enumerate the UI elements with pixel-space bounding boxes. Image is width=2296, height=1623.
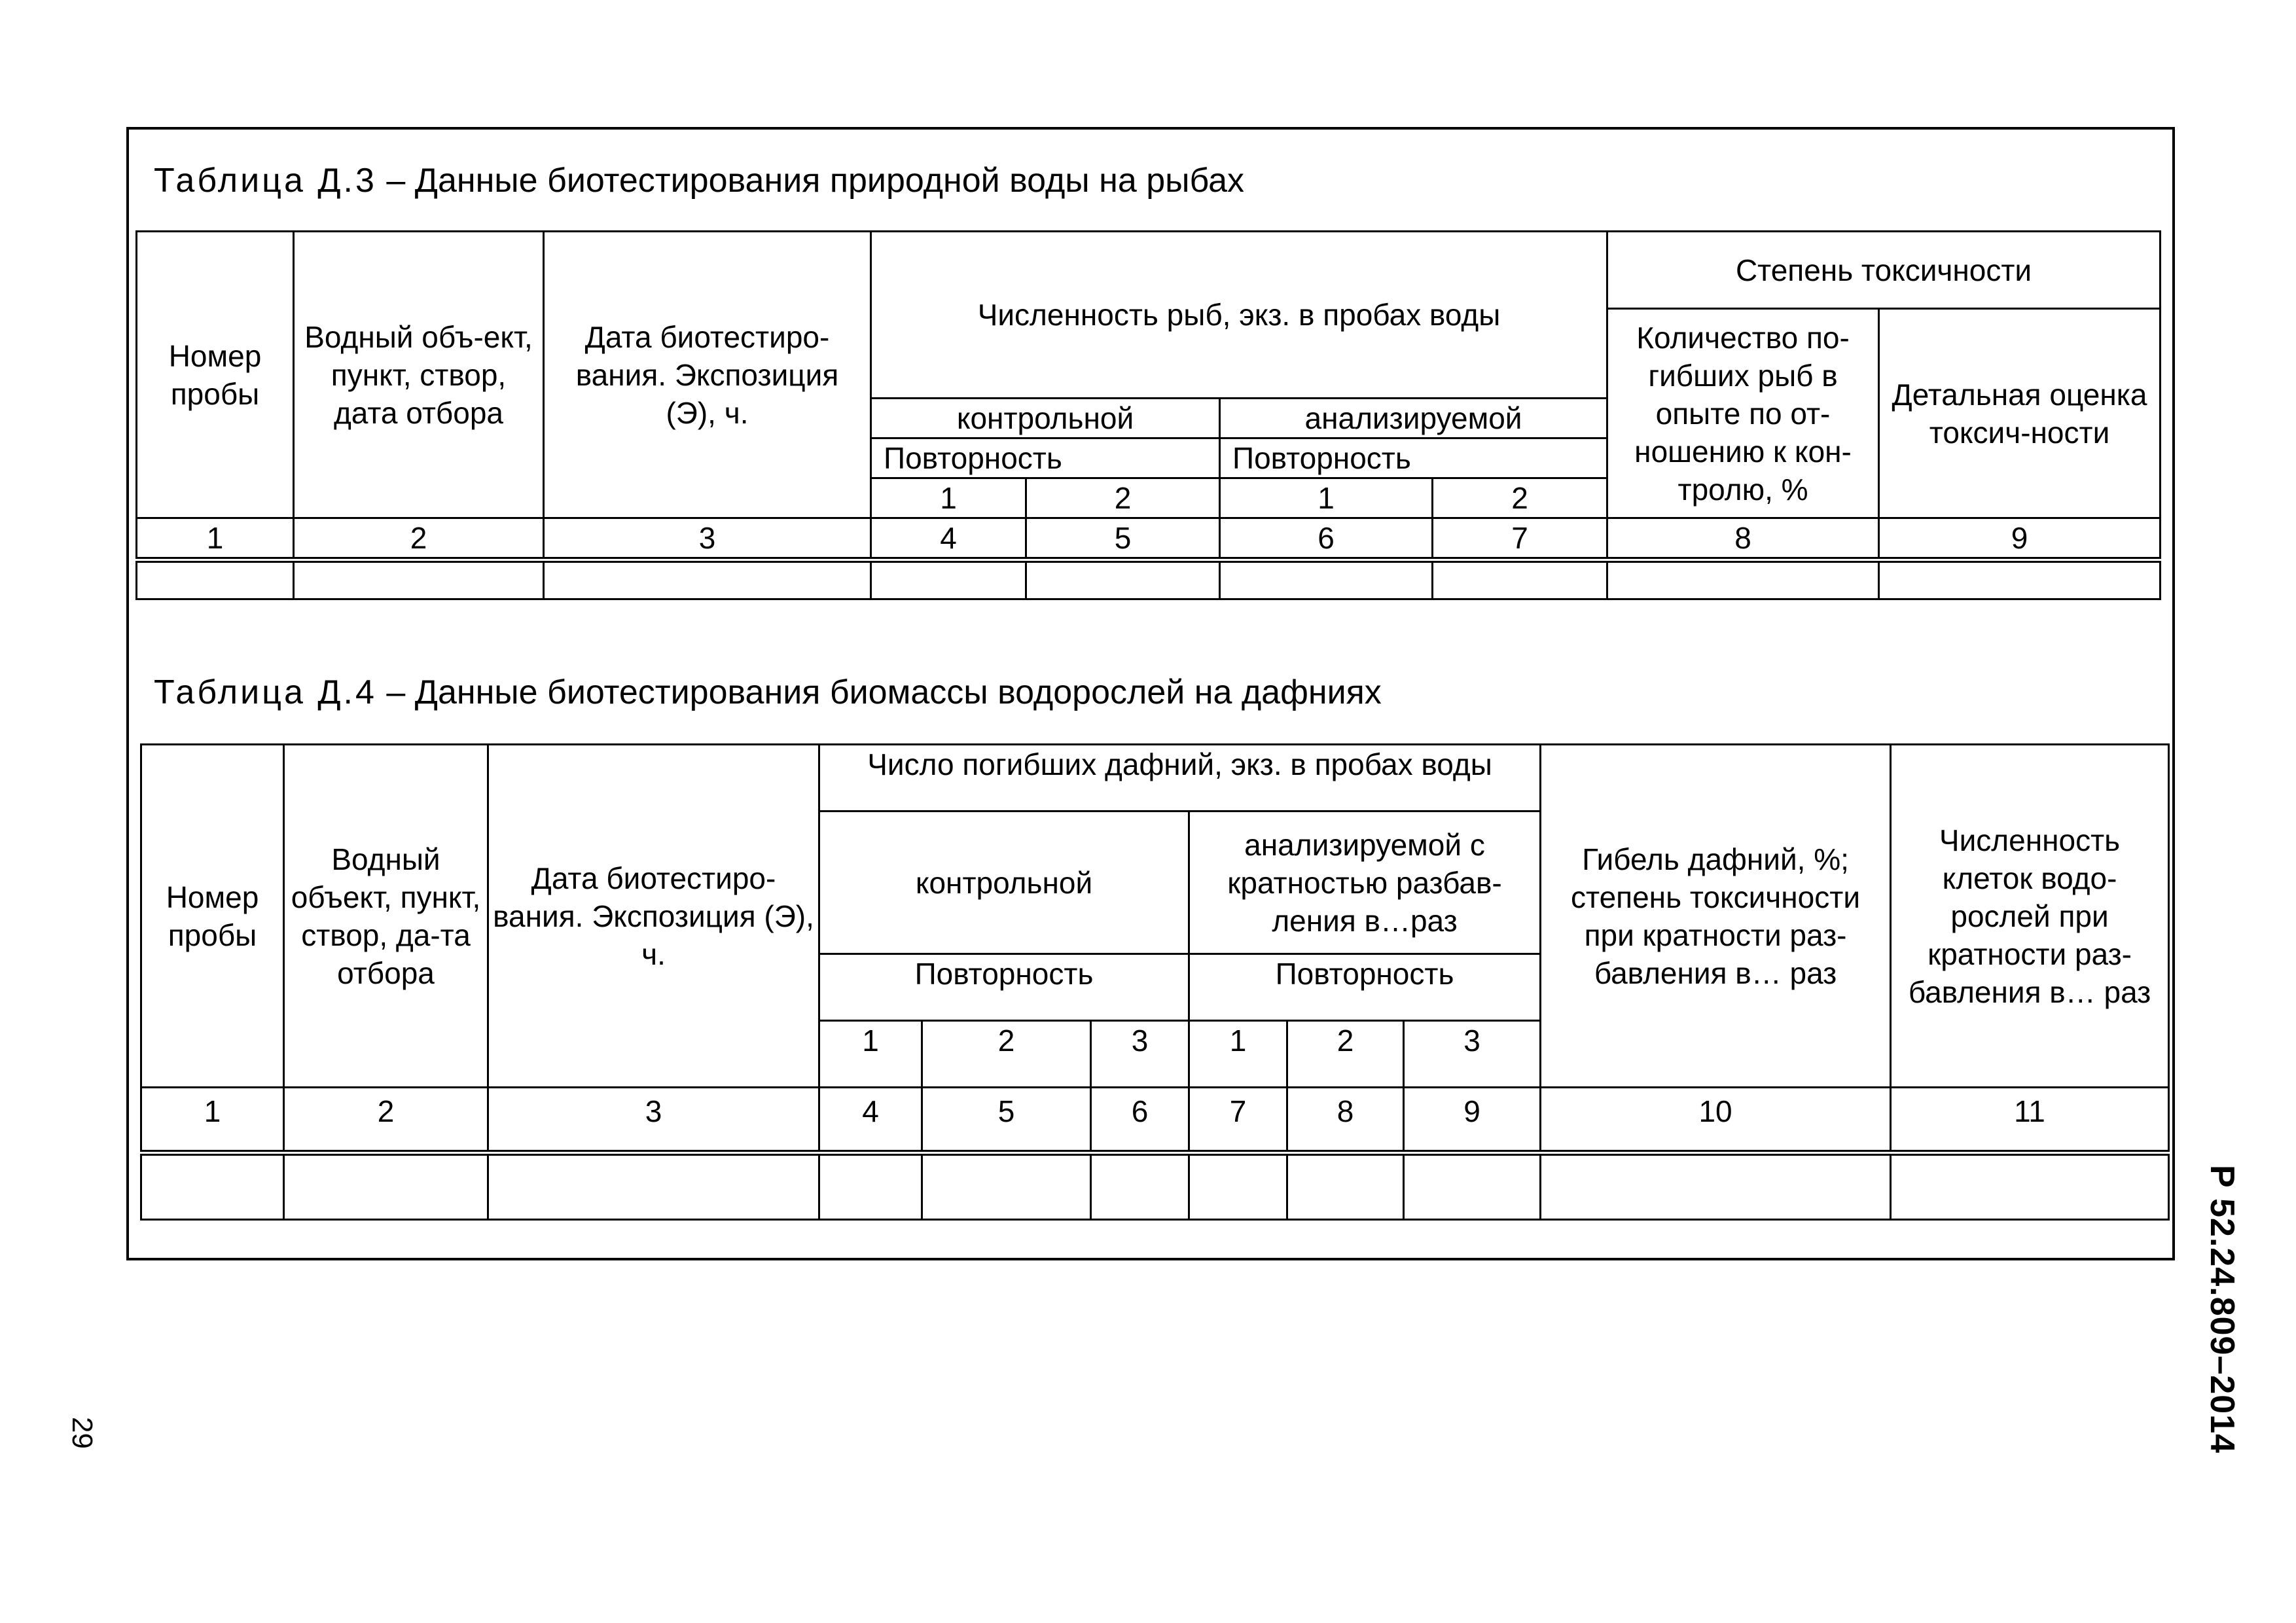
table-cell (1287, 1153, 1404, 1220)
table-cell (294, 560, 544, 599)
table-cell (1433, 560, 1607, 599)
table-d3-caption (154, 164, 1244, 198)
header-sample-number: Номер пробы (141, 745, 284, 1088)
table-cell (141, 1153, 284, 1220)
table-cell (284, 1153, 488, 1220)
column-number: 1 (137, 518, 294, 560)
table-cell (1091, 1153, 1189, 1220)
header-rep-cell: 1 (819, 1021, 922, 1088)
header-rep-cell: 2 (922, 1021, 1091, 1088)
table-d4-caption-title: – Данные биотестирования биомассы водорослей на дафниях (376, 673, 1382, 711)
header-fish-count: Численность рыб, экз. в пробах воды (871, 232, 1607, 399)
header-analyzed: анализируемой (1220, 399, 1607, 438)
header-rep-cell: 2 (1433, 478, 1607, 518)
header-mortality: Гибель дафний, %; степень токсичности при кратности раз-бавления в… раз (1541, 745, 1891, 1088)
table-cell (1404, 1153, 1541, 1220)
header-rep-cell: 1 (1220, 478, 1433, 518)
header-toxicity: Степень токсичности (1607, 232, 2161, 309)
header-repeat-analyzed: Повторность (1189, 954, 1541, 1021)
column-number: 6 (1091, 1088, 1189, 1153)
column-number: 2 (284, 1088, 488, 1153)
header-repeat-analyzed: Повторность (1220, 438, 1607, 478)
header-control: контрольной (871, 399, 1220, 438)
column-number: 11 (1891, 1088, 2169, 1153)
table-cell (1607, 560, 1879, 599)
table-cell (1541, 1153, 1891, 1220)
table-d4 (140, 743, 2170, 1221)
table-cell (544, 560, 871, 599)
header-rep-cell: 3 (1404, 1021, 1541, 1088)
column-numbers-row (141, 1088, 2169, 1153)
column-number: 7 (1433, 518, 1607, 560)
column-number: 7 (1189, 1088, 1287, 1153)
table-d3-caption-title: – Данные биотестирования природной воды на рыбах (376, 162, 1245, 200)
header-dead-fish: Количество по-гибших рыб в опыте по от-ношению к кон-тролю, % (1607, 309, 1879, 518)
header-cell-count: Численность клеток водо-рослей при кратности раз-бавления в… раз (1891, 745, 2169, 1088)
document-code: Р 52.24.809–2014 (2203, 1165, 2241, 1454)
table-cell (1220, 560, 1433, 599)
column-number: 8 (1607, 518, 1879, 560)
column-number: 3 (544, 518, 871, 560)
table-row (141, 1153, 2169, 1220)
header-analyzed: анализируемой с кратностью разбав-ления в…раз (1189, 812, 1541, 954)
header-dead-daphnia: Число погибших дафний, экз. в пробах воды (819, 745, 1541, 812)
table-cell (871, 560, 1026, 599)
header-rep-cell: 1 (1189, 1021, 1287, 1088)
table-d3-caption-label: Таблица Д.3 (154, 162, 377, 200)
header-water-body: Водный объект, пункт, створ, да-та отбора (284, 745, 488, 1088)
table-cell (137, 560, 294, 599)
table-d4-caption-label: Таблица Д.4 (154, 673, 377, 711)
column-number: 5 (922, 1088, 1091, 1153)
column-number: 8 (1287, 1088, 1404, 1153)
column-number: 9 (1404, 1088, 1541, 1153)
column-number: 1 (141, 1088, 284, 1153)
table-cell (488, 1153, 819, 1220)
column-number: 4 (819, 1088, 922, 1153)
table-cell (1891, 1153, 2169, 1220)
table-cell (1879, 560, 2161, 599)
header-repeat-control: Повторность (871, 438, 1220, 478)
column-number: 9 (1879, 518, 2161, 560)
header-control: контрольной (819, 812, 1189, 954)
table-row (137, 560, 2161, 599)
column-number: 2 (294, 518, 544, 560)
header-sample-number: Номер пробы (137, 232, 294, 518)
table-d4-caption (154, 675, 1382, 709)
column-numbers-row (137, 518, 2161, 560)
header-repeat-control: Повторность (819, 954, 1189, 1021)
column-number: 6 (1220, 518, 1433, 560)
header-rep-cell: 1 (871, 478, 1026, 518)
table-cell (819, 1153, 922, 1220)
column-number: 3 (488, 1088, 819, 1153)
column-number: 4 (871, 518, 1026, 560)
table-cell (922, 1153, 1091, 1220)
header-test-date: Дата биотестиро-вания. Экспозиция (Э), ч. (544, 232, 871, 518)
header-rep-cell: 2 (1026, 478, 1220, 518)
header-water-body: Водный объ-ект, пункт, створ, дата отбора (294, 232, 544, 518)
column-number: 5 (1026, 518, 1220, 560)
table-cell (1189, 1153, 1287, 1220)
page-number: 29 (66, 1417, 98, 1449)
column-number: 10 (1541, 1088, 1891, 1153)
header-rep-cell: 2 (1287, 1021, 1404, 1088)
header-test-date: Дата биотестиро-вания. Экспозиция (Э), ч. (488, 745, 819, 1088)
header-rep-cell: 3 (1091, 1021, 1189, 1088)
header-detail: Детальная оценка токсич-ности (1879, 309, 2161, 518)
table-cell (1026, 560, 1220, 599)
table-d3 (135, 230, 2161, 600)
